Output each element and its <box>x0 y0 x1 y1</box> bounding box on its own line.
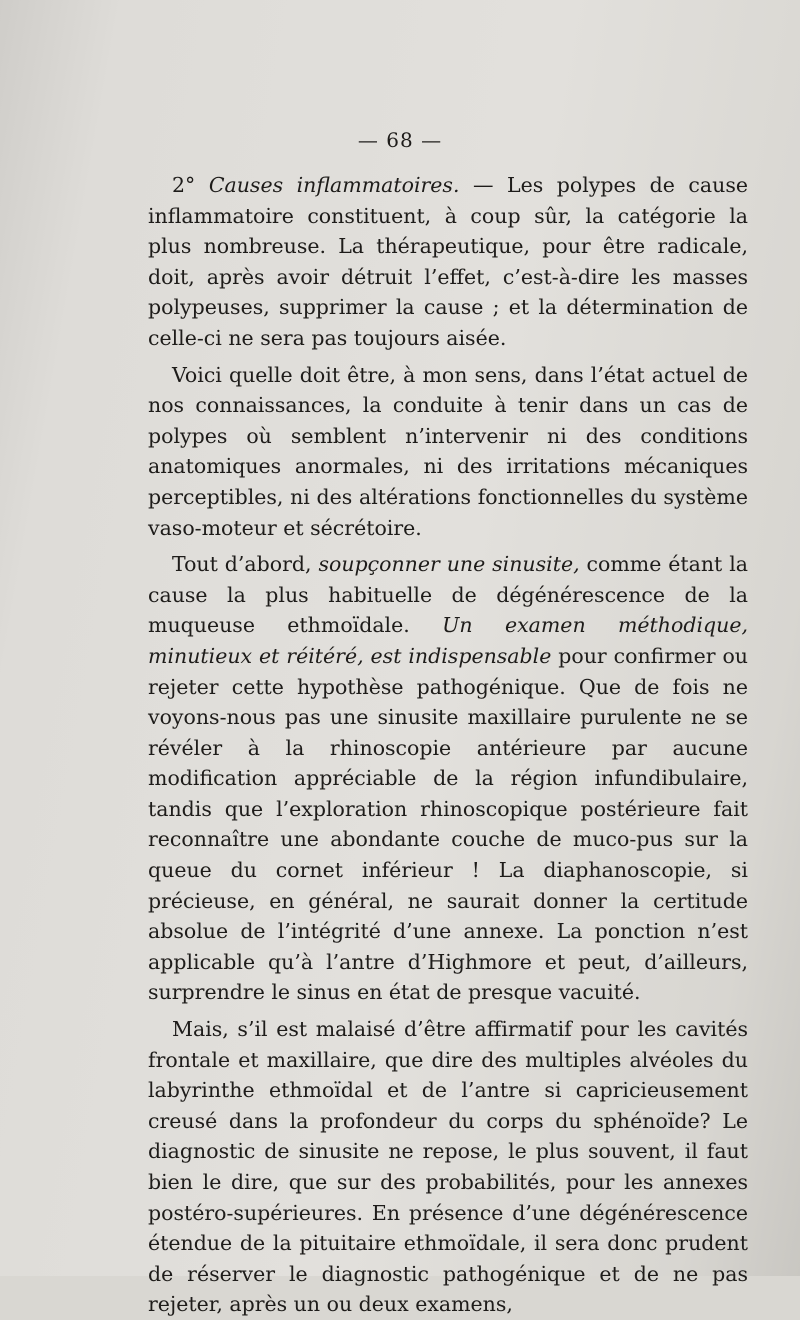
emphasis-text: Un examen méthodique, minutieux et réitéré, est indispensable <box>148 613 748 668</box>
paragraph-text: — Les polypes de cause inflammatoire constituent, à coup sûr, la catégorie la plus nombreuse. La thérapeutique, pour être radicale, doit, après avoir détruit l’effet, c’est-à-dire les masses polypeuses, supprimer la cause ; et la détermination de celle-ci ne sera pas toujours aisée. <box>148 173 748 350</box>
body-text <box>148 170 748 1320</box>
paragraph-1 <box>148 170 748 354</box>
paragraph-text: pour confirmer ou rejeter cette hypothèse pathogénique. Que de fois ne voyons-nous pas une sinusite maxillaire purulente ne se révéler à la rhinoscopie antérieure par aucune modification appréciable de la région infundibulaire, tandis que l’exploration rhinoscopique postérieure fait reconnaître une abondante couche de muco-pus sur la queue du cornet inférieur ! La diaphanoscopie, si précieuse, en général, ne saurait donner la certitude absolue de l’intégrité d’une annexe. La ponction n’est applicable qu’à l’antre d’Highmore et peut, d’ailleurs, surprendre le sinus en état de presque vacuité. <box>148 643 748 1005</box>
paragraph-2 <box>148 360 748 544</box>
paragraph-text: Voici quelle doit être, à mon sens, dans l’état actuel de nos connaissances, la conduite à tenir dans un cas de polypes où semblent n’intervenir ni des conditions anatomiques anormales, ni des irritations mécaniques perceptibles, ni des altérations fonctionnelles du système vaso-moteur et sécrétoire. <box>148 362 748 540</box>
paragraph-4 <box>148 1014 748 1320</box>
paragraph-3 <box>148 549 748 1008</box>
section-heading: Causes inflammatoires. <box>208 173 460 197</box>
paragraph-text: comme étant la cause la plus habituelle de dégénérescence de la muqueuse ethmoïdale. <box>148 552 748 638</box>
page-number: — 68 — <box>357 128 443 152</box>
emphasis-text: soupçonner une sinusite, <box>318 552 580 577</box>
paragraph-text: Tout d’abord, <box>172 552 319 577</box>
paragraph-text: Mais, s’il est malaisé d’être affirmatif pour les cavités frontale et maxillaire, que dire des multiples alvéoles du labyrinthe ethmoïdal et de l’antre si capricieusement creusé dans la profondeur du corps du sphénoïde? Le diagnostic de sinusite ne repose, le plus souvent, il faut bien le dire, que sur des probabilités, pour les annexes postéro-supérieures. En présence d’une dégénérescence étendue de la pituitaire ethmoïdale, il sera donc prudent de réserver le diagnostic pathogénique et de ne pas rejeter, après un ou deux examens, <box>148 1017 748 1317</box>
section-number: 2° <box>172 173 209 197</box>
